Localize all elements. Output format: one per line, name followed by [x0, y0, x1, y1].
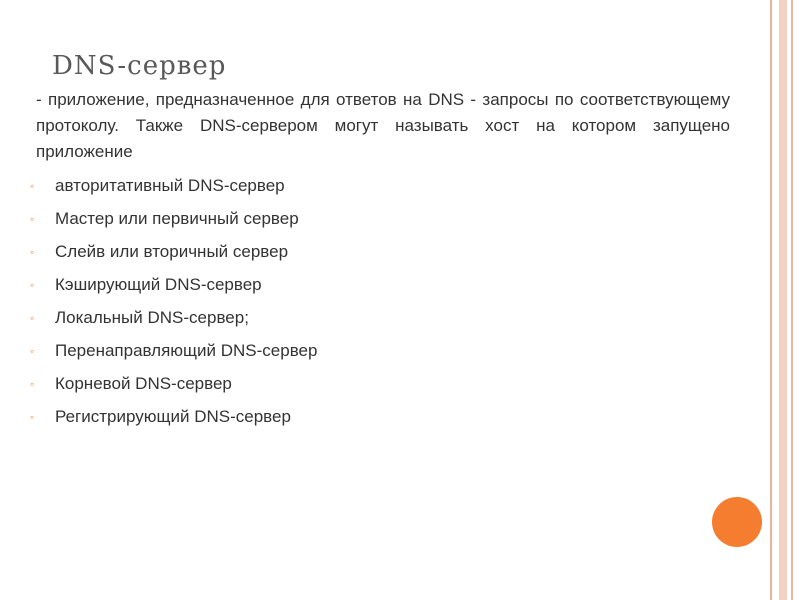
list-item: [30, 241, 317, 274]
bullet-icon: ◦: [30, 377, 35, 391]
bullet-icon: ◦: [30, 344, 35, 358]
bullet-icon: ◦: [30, 212, 35, 226]
list-item: [30, 175, 317, 208]
frame-line-middle: [779, 0, 787, 600]
list-item-label: Мастер или первичный сервер: [55, 209, 299, 228]
frame-line-right: [791, 0, 793, 600]
list-item-label: Локальный DNS-сервер;: [55, 308, 249, 327]
list-item: [30, 274, 317, 307]
list-item-label: Кэширующий DNS-сервер: [55, 275, 262, 294]
intro-text: - приложение, предназначенное для ответов на DNS - запросы по соответствующему протоколу. Также DNS-сервером могут называть хост на котором запущено приложение: [36, 90, 730, 161]
list-item: [30, 307, 317, 340]
bullet-icon: ◦: [30, 245, 35, 259]
list-item: [30, 340, 317, 373]
list-item-label: Регистрирующий DNS-сервер: [55, 407, 291, 426]
bullet-icon: ◦: [30, 278, 35, 292]
bullet-list: [30, 175, 317, 439]
list-item: [30, 373, 317, 406]
orange-circle-icon: [712, 497, 762, 547]
slide-title: DNS-сервер: [52, 51, 227, 81]
list-item-label: Корневой DNS-сервер: [55, 374, 232, 393]
bullet-icon: ◦: [30, 179, 35, 193]
list-item-label: авторитативный DNS-сервер: [55, 176, 285, 195]
frame-line-left: [770, 0, 772, 600]
list-item: [30, 208, 317, 241]
list-item-label: Перенаправляющий DNS-сервер: [55, 341, 318, 360]
bullet-icon: ◦: [30, 311, 35, 325]
list-item: [30, 406, 317, 439]
bullet-icon: ◦: [30, 410, 35, 424]
list-item-label: Слейв или вторичный сервер: [55, 242, 289, 261]
